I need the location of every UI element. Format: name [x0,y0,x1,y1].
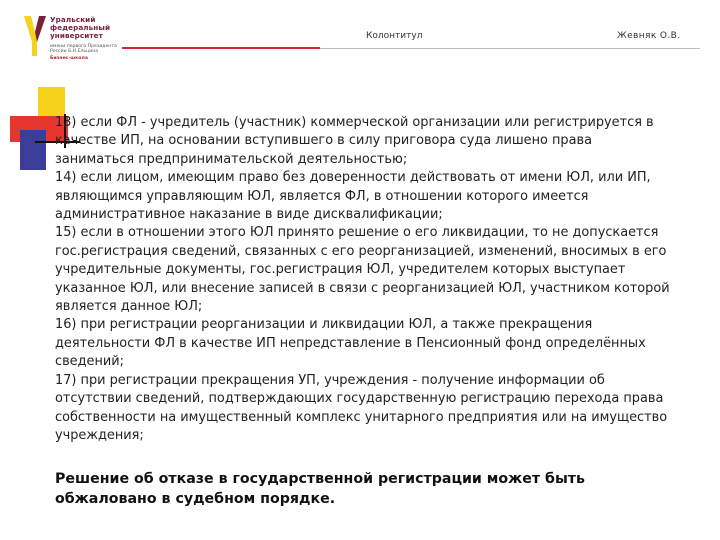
header-title: Колонтитул [366,31,423,41]
header-accent-rule [122,47,320,49]
list-item: 16) при регистрации реорганизации и ликвидации ЮЛ, а также прекращения деятельности ФЛ в качестве ИП непредставление в Пенсионный фонд определённых сведений; [55,317,646,370]
logo-line-2: федеральный [50,23,111,33]
header-author: Жевняк О.В. [617,31,681,41]
logo-subtitle-1: имени первого Президента [50,43,117,49]
list-item: 15) если в отношении этого ЮЛ принято решение о его ликвидации, то не допускается гос.регистрация сведений, связанных с его реорганизацией, изменений, вносимых в его учредительные документы, гос.регистрация ЮЛ, учредителем которых выступает указанное ЮЛ, или внесение записей в связи с реорганизацией ЮЛ, участником которой является данное ЮЛ; [55,225,670,315]
logo-tag: Бизнес-школа [50,56,88,62]
logo-text [50,16,117,62]
list-item: 13) если ФЛ - учредитель (участник) коммерческой организации или регистрируется в качестве ИП, на основании вступившего в силу приговора суда лишено права заниматься предпринимательской деятельностью; [55,115,654,167]
logo-subtitle-2: России Б.Н.Ельцина [50,49,99,55]
conclusion-text: Решение об отказе в государственной регистрации может быть обжаловано в судебном порядке. [55,471,585,507]
list-item: 17) при регистрации прекращения УП, учреждения - получение информации об отсутствии сведений, подтверждающих государственную регистрацию перехода права собственности на имущественный комплекс унитарного предприятия или на имущество учреждения; [55,372,668,443]
logo-line-3: университет [50,31,103,41]
university-logo [22,14,122,66]
ural-university-logo-mark [22,14,48,58]
list-item: 14) если лицом, имеющим право без доверенности действовать от имени ЮЛ, или ИП, являющимся управляющим ЮЛ, является ФЛ, в отношении которого имеется административное наказание в виде дисквалификации; [55,170,651,223]
decor-blue-block [20,130,46,170]
refusal-grounds-list [55,114,675,445]
logo-line-1: Уральский [50,15,96,24]
header-divider [320,48,700,49]
